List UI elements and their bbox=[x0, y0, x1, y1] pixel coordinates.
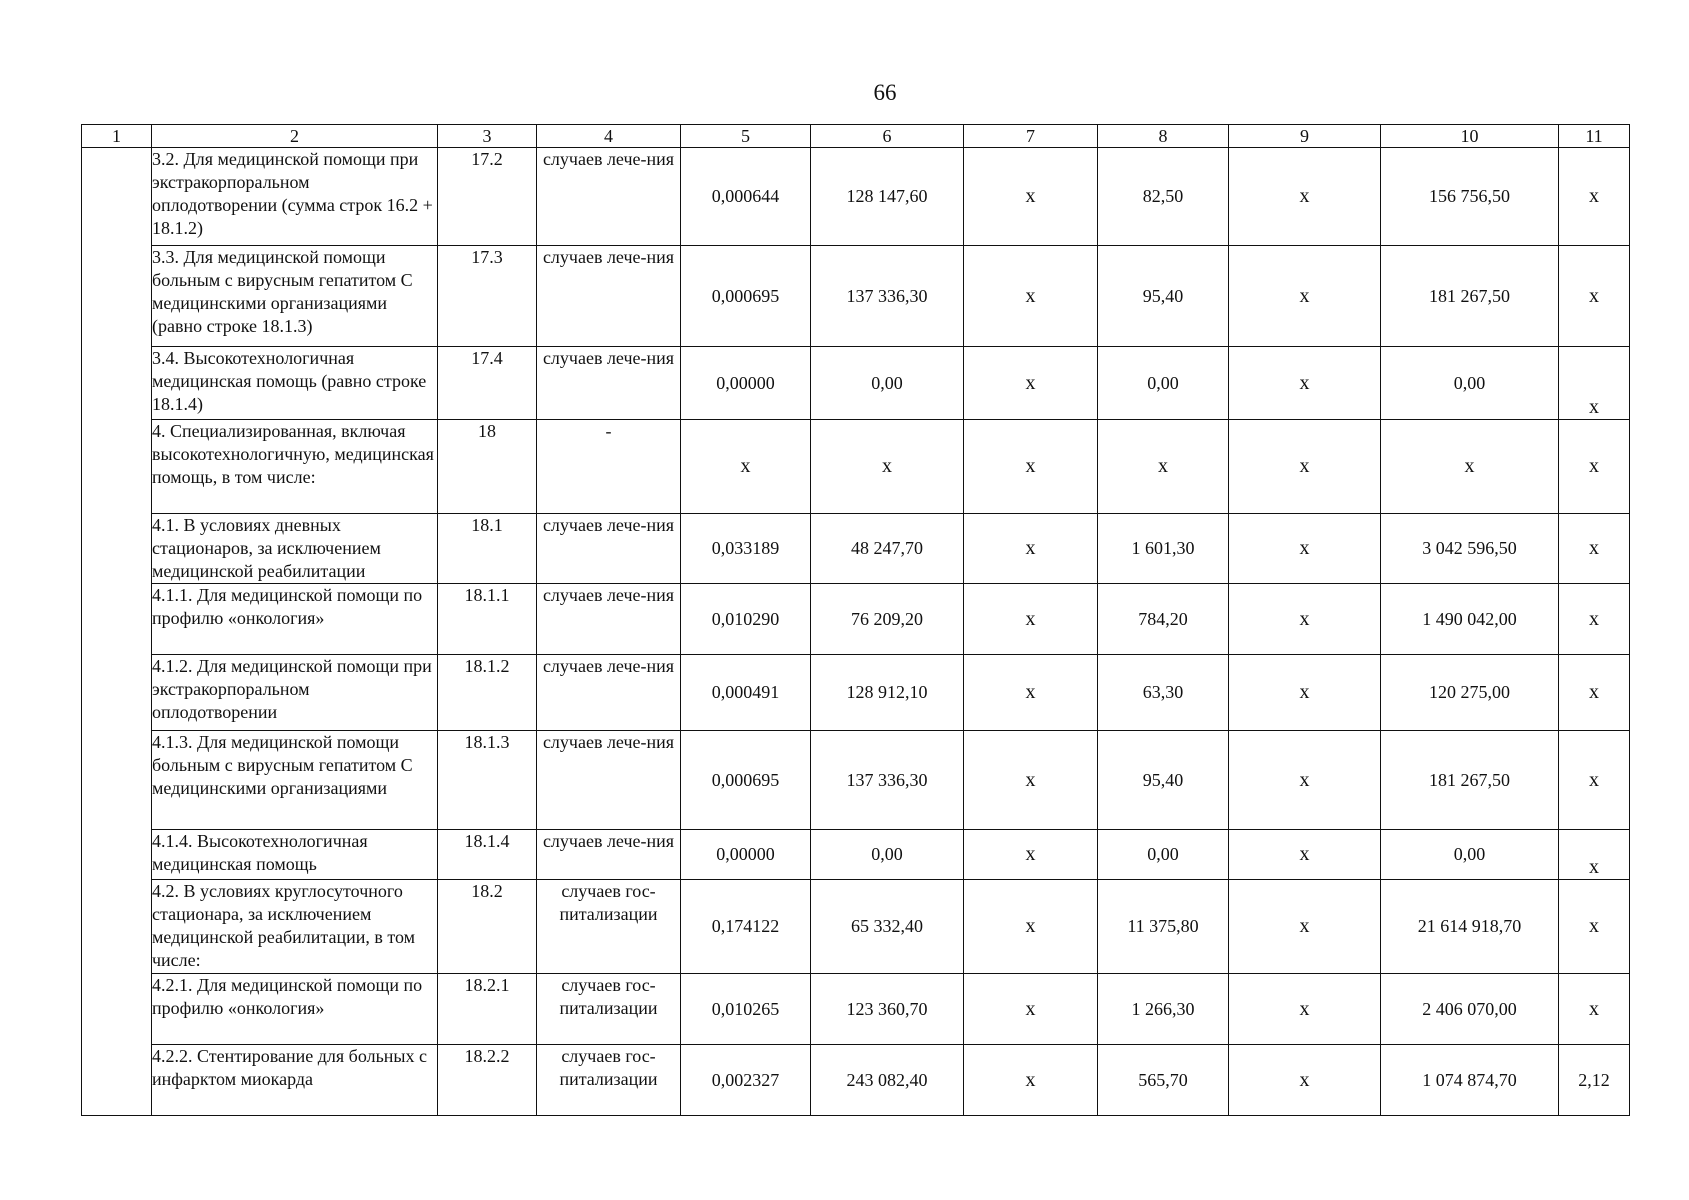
column-header: 3 bbox=[438, 125, 537, 148]
value-cell: 0,00 bbox=[1098, 830, 1229, 880]
value-cell: 137 336,30 bbox=[811, 246, 964, 347]
value-cell: х bbox=[1229, 974, 1381, 1045]
unit-cell: случаев лече-ния bbox=[537, 347, 681, 420]
row-code: 18.2.1 bbox=[438, 974, 537, 1045]
value-cell: х bbox=[1229, 347, 1381, 420]
value-cell: х bbox=[964, 246, 1098, 347]
row-code: 18 bbox=[438, 420, 537, 514]
table-row bbox=[82, 830, 1630, 880]
value-cell: 3 042 596,50 bbox=[1381, 514, 1559, 584]
value-cell: 0,00000 bbox=[681, 347, 811, 420]
value-cell: х bbox=[1381, 420, 1559, 514]
value-cell: 0,002327 bbox=[681, 1045, 811, 1116]
value-cell: 128 912,10 bbox=[811, 655, 964, 731]
value-cell: 76 209,20 bbox=[811, 584, 964, 655]
value-cell: 2,12 bbox=[1559, 1045, 1630, 1116]
value-cell: 181 267,50 bbox=[1381, 731, 1559, 830]
value-cell: 0,000695 bbox=[681, 731, 811, 830]
value-cell: 784,20 bbox=[1098, 584, 1229, 655]
value-cell: х bbox=[1559, 974, 1630, 1045]
row-code: 18.1 bbox=[438, 514, 537, 584]
value-cell: 1 490 042,00 bbox=[1381, 584, 1559, 655]
value-cell: х bbox=[1559, 880, 1630, 974]
value-cell: х bbox=[811, 420, 964, 514]
data-table bbox=[81, 124, 1630, 1116]
value-cell: х bbox=[1229, 584, 1381, 655]
value-cell: х bbox=[1229, 148, 1381, 246]
value-cell: х bbox=[964, 347, 1098, 420]
value-cell: х bbox=[964, 148, 1098, 246]
indicator-name: 4.1. В условиях дневных стационаров, за исключением медицинской реабилитации bbox=[152, 514, 438, 584]
column-header: 5 bbox=[681, 125, 811, 148]
value-cell: х bbox=[1559, 420, 1630, 514]
unit-cell: случаев лече-ния bbox=[537, 514, 681, 584]
row-code: 17.2 bbox=[438, 148, 537, 246]
value-cell: х bbox=[1559, 584, 1630, 655]
value-cell: х bbox=[681, 420, 811, 514]
table-row bbox=[82, 584, 1630, 655]
value-cell: х bbox=[964, 880, 1098, 974]
value-cell: х bbox=[1229, 830, 1381, 880]
value-cell: х bbox=[1229, 880, 1381, 974]
column-header: 9 bbox=[1229, 125, 1381, 148]
table-row bbox=[82, 655, 1630, 731]
indicator-name: 4.2. В условиях круглосуточного стационара, за исключением медицинской реабилитации, в том числе: bbox=[152, 880, 438, 974]
unit-cell: случаев лече-ния bbox=[537, 148, 681, 246]
table-row bbox=[82, 880, 1630, 974]
indicator-name: 4.1.3. Для медицинской помощи больным с вирусным гепатитом С медицинскими организациями bbox=[152, 731, 438, 830]
unit-cell: случаев лече-ния bbox=[537, 731, 681, 830]
value-cell: х bbox=[964, 584, 1098, 655]
row-group-number-cell bbox=[82, 148, 152, 1116]
value-cell: х bbox=[1229, 1045, 1381, 1116]
column-header: 2 bbox=[152, 125, 438, 148]
value-cell: 0,174122 bbox=[681, 880, 811, 974]
value-cell: 0,00 bbox=[1098, 347, 1229, 420]
value-cell: 0,00 bbox=[1381, 347, 1559, 420]
value-cell: х bbox=[1229, 246, 1381, 347]
table-row bbox=[82, 1045, 1630, 1116]
value-cell: х bbox=[1559, 830, 1630, 880]
unit-cell: - bbox=[537, 420, 681, 514]
value-cell: х bbox=[964, 830, 1098, 880]
value-cell: 0,000491 bbox=[681, 655, 811, 731]
value-cell: 565,70 bbox=[1098, 1045, 1229, 1116]
column-header: 7 bbox=[964, 125, 1098, 148]
value-cell: х bbox=[1559, 148, 1630, 246]
column-header: 10 bbox=[1381, 125, 1559, 148]
row-code: 18.1.2 bbox=[438, 655, 537, 731]
value-cell: 243 082,40 bbox=[811, 1045, 964, 1116]
value-cell: х bbox=[1559, 514, 1630, 584]
value-cell: х bbox=[1559, 731, 1630, 830]
indicator-name: 4.1.4. Высокотехнологичная медицинская помощь bbox=[152, 830, 438, 880]
table-row bbox=[82, 514, 1630, 584]
value-cell: х bbox=[1559, 246, 1630, 347]
column-header: 4 bbox=[537, 125, 681, 148]
value-cell: 48 247,70 bbox=[811, 514, 964, 584]
indicator-name: 4.1.2. Для медицинской помощи при экстракорпоральном оплодотворении bbox=[152, 655, 438, 731]
value-cell: 82,50 bbox=[1098, 148, 1229, 246]
value-cell: 0,00 bbox=[811, 347, 964, 420]
value-cell: 65 332,40 bbox=[811, 880, 964, 974]
value-cell: 1 074 874,70 bbox=[1381, 1045, 1559, 1116]
unit-cell: случаев гос-питализации bbox=[537, 1045, 681, 1116]
column-header: 6 bbox=[811, 125, 964, 148]
value-cell: 0,010265 bbox=[681, 974, 811, 1045]
value-cell: 0,033189 bbox=[681, 514, 811, 584]
table-row bbox=[82, 731, 1630, 830]
indicator-name: 3.2. Для медицинской помощи при экстракорпоральном оплодотворении (сумма строк 16.2 + 18.1.2) bbox=[152, 148, 438, 246]
value-cell: х bbox=[964, 514, 1098, 584]
row-code: 17.4 bbox=[438, 347, 537, 420]
value-cell: 2 406 070,00 bbox=[1381, 974, 1559, 1045]
value-cell: х bbox=[1229, 420, 1381, 514]
indicator-name: 4.2.2. Стентирование для больных с инфарктом миокарда bbox=[152, 1045, 438, 1116]
value-cell: 0,00 bbox=[1381, 830, 1559, 880]
value-cell: 63,30 bbox=[1098, 655, 1229, 731]
value-cell: х bbox=[1559, 655, 1630, 731]
page-number: 66 bbox=[873, 80, 897, 105]
value-cell: х bbox=[964, 420, 1098, 514]
value-cell: х bbox=[964, 974, 1098, 1045]
unit-cell: случаев лече-ния bbox=[537, 246, 681, 347]
row-code: 18.2.2 bbox=[438, 1045, 537, 1116]
value-cell: х bbox=[964, 731, 1098, 830]
table-row bbox=[82, 148, 1630, 246]
row-code: 18.1.1 bbox=[438, 584, 537, 655]
value-cell: 123 360,70 bbox=[811, 974, 964, 1045]
value-cell: 0,010290 bbox=[681, 584, 811, 655]
value-cell: 21 614 918,70 bbox=[1381, 880, 1559, 974]
unit-cell: случаев лече-ния bbox=[537, 584, 681, 655]
indicator-name: 3.4. Высокотехнологичная медицинская помощь (равно строке 18.1.4) bbox=[152, 347, 438, 420]
value-cell: 95,40 bbox=[1098, 246, 1229, 347]
table-row bbox=[82, 974, 1630, 1045]
value-cell: 0,000644 bbox=[681, 148, 811, 246]
column-header: 1 bbox=[82, 125, 152, 148]
value-cell: х bbox=[1229, 655, 1381, 731]
unit-cell: случаев лече-ния bbox=[537, 655, 681, 731]
unit-cell: случаев лече-ния bbox=[537, 830, 681, 880]
value-cell: х bbox=[1098, 420, 1229, 514]
unit-cell: случаев гос-питализации bbox=[537, 880, 681, 974]
row-code: 17.3 bbox=[438, 246, 537, 347]
row-code: 18.1.4 bbox=[438, 830, 537, 880]
unit-cell: случаев гос-питализации bbox=[537, 974, 681, 1045]
value-cell: 11 375,80 bbox=[1098, 880, 1229, 974]
row-code: 18.2 bbox=[438, 880, 537, 974]
value-cell: 120 275,00 bbox=[1381, 655, 1559, 731]
column-header: 11 bbox=[1559, 125, 1630, 148]
value-cell: 1 601,30 bbox=[1098, 514, 1229, 584]
table-row bbox=[82, 420, 1630, 514]
value-cell: 95,40 bbox=[1098, 731, 1229, 830]
value-cell: 0,00000 bbox=[681, 830, 811, 880]
header-row bbox=[82, 125, 1630, 148]
value-cell: х bbox=[1559, 347, 1630, 420]
column-header: 8 bbox=[1098, 125, 1229, 148]
value-cell: х bbox=[964, 655, 1098, 731]
value-cell: 128 147,60 bbox=[811, 148, 964, 246]
value-cell: 0,000695 bbox=[681, 246, 811, 347]
table-row bbox=[82, 246, 1630, 347]
value-cell: 1 266,30 bbox=[1098, 974, 1229, 1045]
value-cell: х bbox=[1229, 514, 1381, 584]
indicator-name: 4.1.1. Для медицинской помощи по профилю «онкология» bbox=[152, 584, 438, 655]
value-cell: х bbox=[1229, 731, 1381, 830]
indicator-name: 4.2.1. Для медицинской помощи по профилю «онкология» bbox=[152, 974, 438, 1045]
row-code: 18.1.3 bbox=[438, 731, 537, 830]
value-cell: 181 267,50 bbox=[1381, 246, 1559, 347]
indicator-name: 4. Специализированная, включая высокотехнологичную, медицинская помощь, в том числе: bbox=[152, 420, 438, 514]
table-row bbox=[82, 347, 1630, 420]
value-cell: 137 336,30 bbox=[811, 731, 964, 830]
value-cell: 0,00 bbox=[811, 830, 964, 880]
value-cell: х bbox=[964, 1045, 1098, 1116]
value-cell: 156 756,50 bbox=[1381, 148, 1559, 246]
indicator-name: 3.3. Для медицинской помощи больным с вирусным гепатитом С медицинскими организациями (равно строке 18.1.3) bbox=[152, 246, 438, 347]
